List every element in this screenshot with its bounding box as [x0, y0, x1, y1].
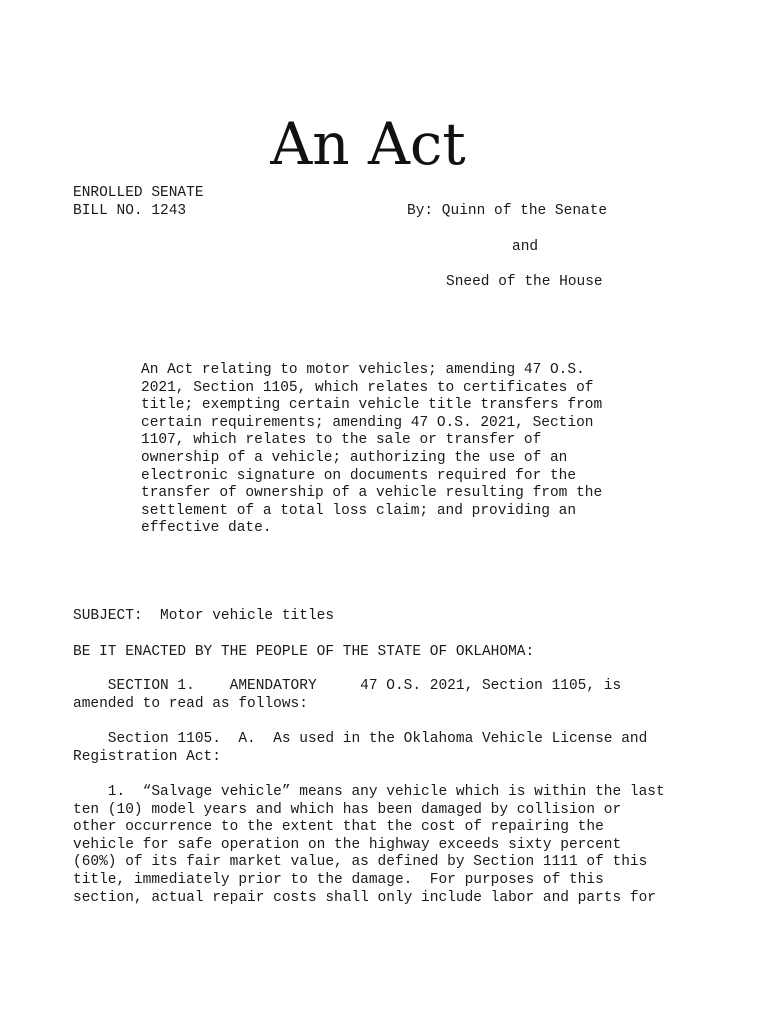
section-1105-intro [73, 731, 713, 766]
definition-line: other occurrence to the extent that the cost of repairing the [73, 819, 604, 836]
definition-line: 1. “Salvage vehicle” means any vehicle which is within the last [73, 784, 665, 800]
enacting-clause: BE IT ENACTED BY THE PEOPLE OF THE STATE OF OKLAHOMA: [73, 644, 535, 660]
summary-line: An Act relating to motor vehicles; amending 47 O.S. [141, 362, 585, 378]
summary-line: effective date. [141, 520, 272, 537]
summary-line: electronic signature on documents required for the [141, 467, 577, 484]
bill-author-senate: By: Quinn of the Senate [407, 203, 608, 219]
bill-author-and: and [512, 239, 539, 255]
definition-line: title, immediately prior to the damage. For purposes of this [73, 871, 604, 888]
section-line: Section 1105. A. As used in the Oklahoma Vehicle License and [73, 731, 648, 747]
summary-line: transfer of ownership of a vehicle resulting from the [141, 485, 603, 502]
definition-line: section, actual repair costs shall only include labor and parts for [73, 889, 656, 906]
summary-line: title; exempting certain vehicle title transfers from [141, 397, 603, 414]
bill-label-line1: ENROLLED SENATE [73, 185, 204, 201]
section-line: Registration Act: [73, 748, 221, 765]
definition-line: ten (10) model years and which has been damaged by collision or [73, 801, 622, 818]
section-line: SECTION 1. AMENDATORY 47 O.S. 2021, Section 1105, is [73, 678, 622, 694]
act-summary [141, 362, 770, 538]
subject-line: SUBJECT: Motor vehicle titles [73, 608, 335, 624]
section-line: amended to read as follows: [73, 695, 308, 712]
summary-line: 2021, Section 1105, which relates to certificates of [141, 379, 594, 396]
section-1-heading [73, 678, 713, 713]
summary-line: settlement of a total loss claim; and providing an [141, 502, 577, 519]
bill-label-line2: BILL NO. 1243 [73, 203, 187, 219]
bill-author-house: Sneed of the House [446, 274, 603, 290]
definition-line: (60%) of its fair market value, as defined by Section 1111 of this [73, 854, 648, 871]
summary-line: 1107, which relates to the sale or transfer of [141, 432, 542, 449]
salvage-vehicle-definition [73, 784, 713, 907]
summary-line: certain requirements; amending 47 O.S. 2021, Section [141, 414, 594, 431]
summary-line: ownership of a vehicle; authorizing the use of an [141, 449, 568, 466]
definition-line: vehicle for safe operation on the highway exceeds sixty percent [73, 836, 622, 853]
document-title: An Act [270, 110, 466, 178]
